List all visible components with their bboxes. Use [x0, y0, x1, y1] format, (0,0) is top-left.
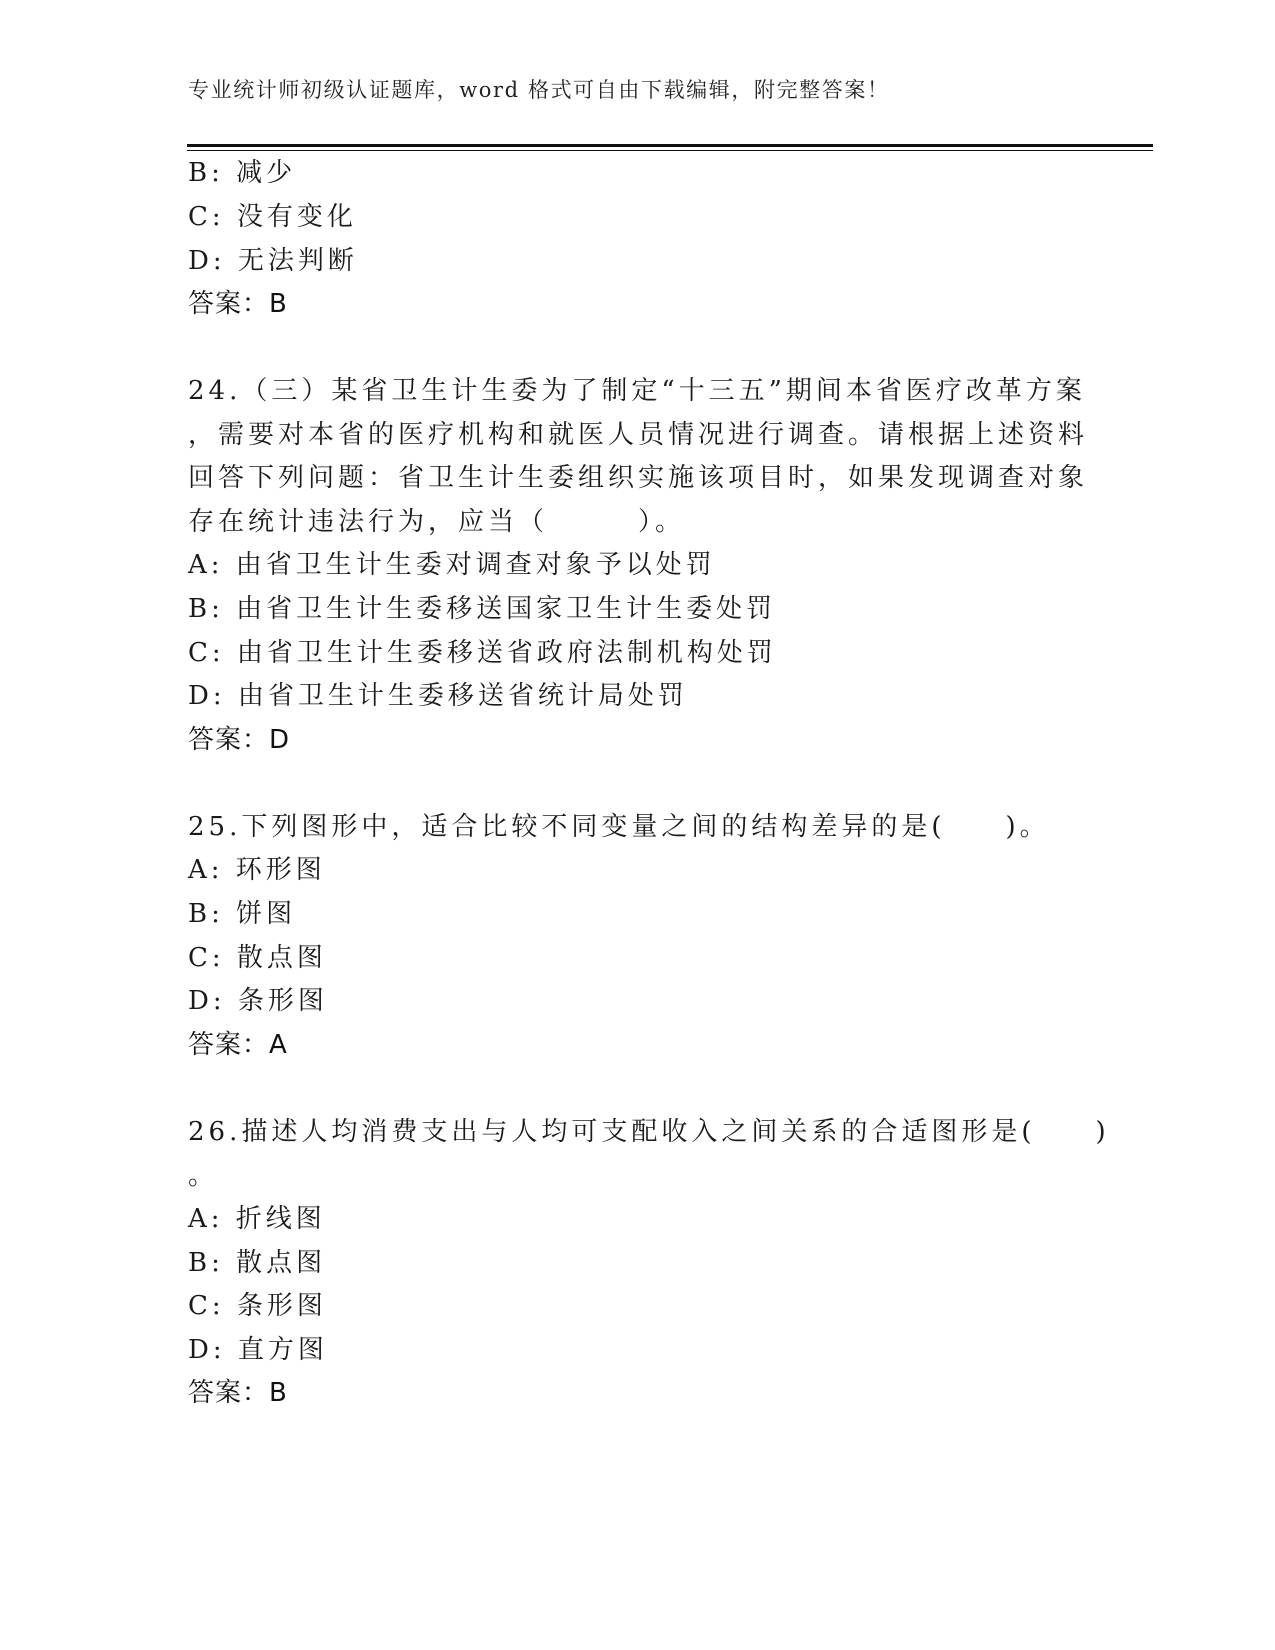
q25-stem-line-1: 25.下列图形中，适合比较不同变量之间的结构差异的是( )。: [188, 812, 1050, 842]
page-header: 专业统计师初级认证题库，word 格式可自由下载编辑，附完整答案！: [188, 78, 890, 102]
q24-option-b: B: 由省卫生计生委移送国家卫生计生委处罚: [188, 594, 777, 624]
header-rule-thin: [187, 150, 1153, 151]
q25-option-b: B: 饼图: [188, 899, 297, 929]
q25-answer: 答案：A: [188, 1030, 288, 1060]
q25-option-c: C: 散点图: [188, 943, 327, 973]
q24-stem-line-3: 回答下列问题：省卫生计生委组织实施该项目时，如果发现调查对象: [188, 463, 1089, 493]
q25-option-d: D: 条形图: [188, 986, 328, 1016]
q26-stem-line-2: 。: [188, 1161, 219, 1191]
q24-stem-line-1: 24.（三）某省卫生计生委为了制定“十三五”期间本省医疗改革方案: [188, 376, 1086, 406]
q24-stem-line-2: ，需要对本省的医疗机构和就医人员情况进行调查。请根据上述资料: [188, 420, 1089, 450]
q24-option-d: D: 由省卫生计生委移送省统计局处罚: [188, 681, 688, 711]
q25-option-a: A: 环形图: [188, 855, 326, 885]
header-rule-thick: [187, 144, 1153, 147]
q24-answer: 答案：D: [188, 725, 291, 755]
prev-option-b: B: 减少: [188, 158, 297, 188]
q26-answer: 答案：B: [188, 1378, 288, 1408]
q26-option-c: C: 条形图: [188, 1291, 327, 1321]
prev-answer: 答案：B: [188, 289, 288, 319]
prev-option-c: C: 没有变化: [188, 202, 357, 232]
q24-option-c: C: 由省卫生计生委移送省政府法制机构处罚: [188, 638, 777, 668]
q24-option-a: A: 由省卫生计生委对调查对象予以处罚: [188, 550, 716, 580]
q26-option-b: B: 散点图: [188, 1248, 327, 1278]
q26-option-a: A: 折线图: [188, 1204, 326, 1234]
prev-option-d: D: 无法判断: [188, 246, 358, 276]
q26-option-d: D: 直方图: [188, 1335, 328, 1365]
q24-stem-line-4: 存在统计违法行为，应当（ ）。: [188, 507, 686, 537]
q26-stem-line-1: 26.描述人均消费支出与人均可支配收入之间关系的合适图形是( ): [188, 1117, 1110, 1147]
